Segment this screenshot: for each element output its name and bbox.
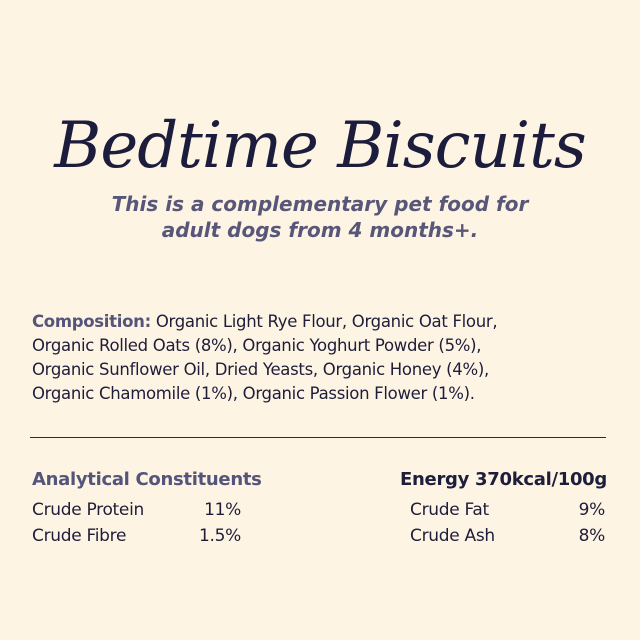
section-divider xyxy=(30,437,606,438)
composition-line-4: Organic Chamomile (1%), Organic Passion Flower (1%). xyxy=(32,384,475,403)
constituent-value: 8% xyxy=(578,526,605,546)
subtitle-line-1: This is a complementary pet food for xyxy=(111,192,529,216)
product-subtitle xyxy=(0,191,640,243)
constituent-name: Crude Fat xyxy=(410,500,489,520)
constituent-name: Crude Protein xyxy=(32,500,144,520)
composition-line-1 xyxy=(32,310,622,334)
subtitle-line-2: adult dogs from 4 months+. xyxy=(161,218,479,242)
composition-line-2: Organic Rolled Oats (8%), Organic Yoghurt Powder (5%), xyxy=(32,336,482,355)
constituent-value: 9% xyxy=(578,500,605,520)
analytical-constituents-heading: Analytical Constituents xyxy=(32,469,262,490)
constituent-value: 1.5% xyxy=(199,526,241,546)
composition-block xyxy=(32,310,622,406)
energy-value: Energy 370kcal/100g xyxy=(400,469,607,490)
product-title: Bedtime Biscuits xyxy=(54,109,586,183)
constituent-name: Crude Fibre xyxy=(32,526,127,546)
constituent-value: 11% xyxy=(204,500,241,520)
composition-line-3: Organic Sunflower Oil, Dried Yeasts, Organic Honey (4%), xyxy=(32,360,489,379)
constituent-name: Crude Ash xyxy=(410,526,495,546)
composition-label: Composition: xyxy=(32,312,151,331)
composition-text-1: Organic Light Rye Flour, Organic Oat Flour, xyxy=(150,312,498,331)
